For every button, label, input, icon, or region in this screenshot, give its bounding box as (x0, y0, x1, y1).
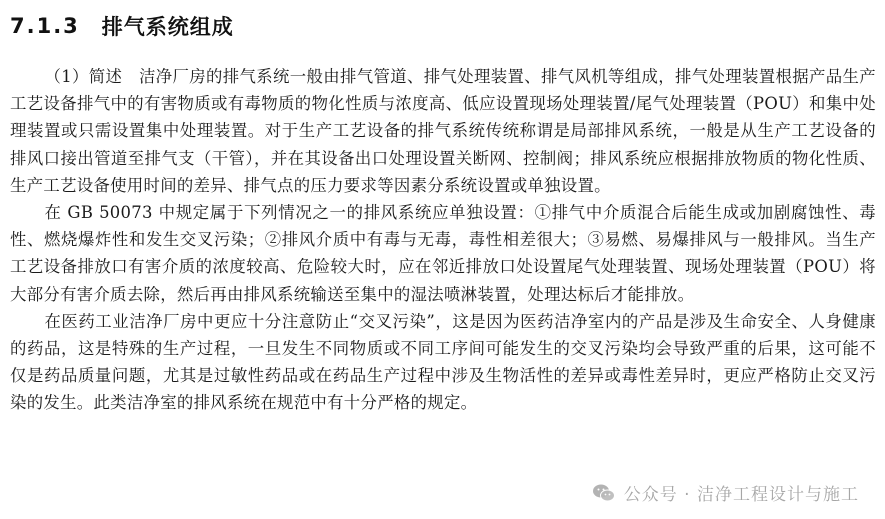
section-body (10, 63, 876, 417)
section-heading (10, 10, 234, 42)
section-title: 排气系统组成 (101, 15, 234, 39)
paragraph-pharma-cross-contamination: 在医药工业洁净厂房中更应十分注意防止“交叉污染”，这是因为医药洁净室内的产品是涉及生命安全、人身健康的药品，这是特殊的生产过程，一旦发生不同物质或不同工序间可能发生的交叉污染均会导致严重的后果，这可能不仅是药品质量问题，尤其是过敏性药品或在药品生产过程中涉及生物活性的差异或毒性差异时，更应严格防止交叉污染的发生。此类洁净室的排风系统在规范中有十分严格的规定。 (10, 311, 876, 413)
wechat-icon (592, 483, 616, 503)
section-number: 7.1.3 (10, 14, 80, 38)
watermark (592, 480, 859, 505)
paragraph-standard-requirements: 在 GB 50073 中规定属于下列情况之一的排风系统应单独设置：①排气中介质混合后能生成或加剧腐蚀性、毒性、燃烧爆炸性和发生交叉污染；②排风介质中有毒与无毒，毒性相差很大；③易燃、易爆排风与一般排风。当生产工艺设备排放口有害介质的浓度较高、危险较大时，应在邻近排放口处设置尾气处理装置、现场处理装置（POU）将大部分有害介质去除，然后再由排风系统输送至集中的湿法喷淋装置，处理达标后才能排放。 (10, 203, 876, 304)
paragraph-overview: （1）简述 洁净厂房的排气系统一般由排气管道、排气处理装置、排气风机等组成，排气处理装置根据产品生产工艺设备排气中的有害物质或有毒物质的物化性质与浓度高、低应设置现场处理装置/尾气处理装置（POU）和集中处理装置或只需设置集中处理装置。对于生产工艺设备的排气系统传统称谓是局部排风系统，一般是从生产工艺设备的排风口接出管道至排气支（干管），并在其设备出口处理设置关断网、控制阀；排风系统应根据排放物质的物化性质、生产工艺设备使用时间的差异、排气点的压力要求等因素分系统设置或单独设置。 (10, 67, 876, 195)
watermark-text: 公众号 · 洁净工程设计与施工 (623, 485, 859, 505)
